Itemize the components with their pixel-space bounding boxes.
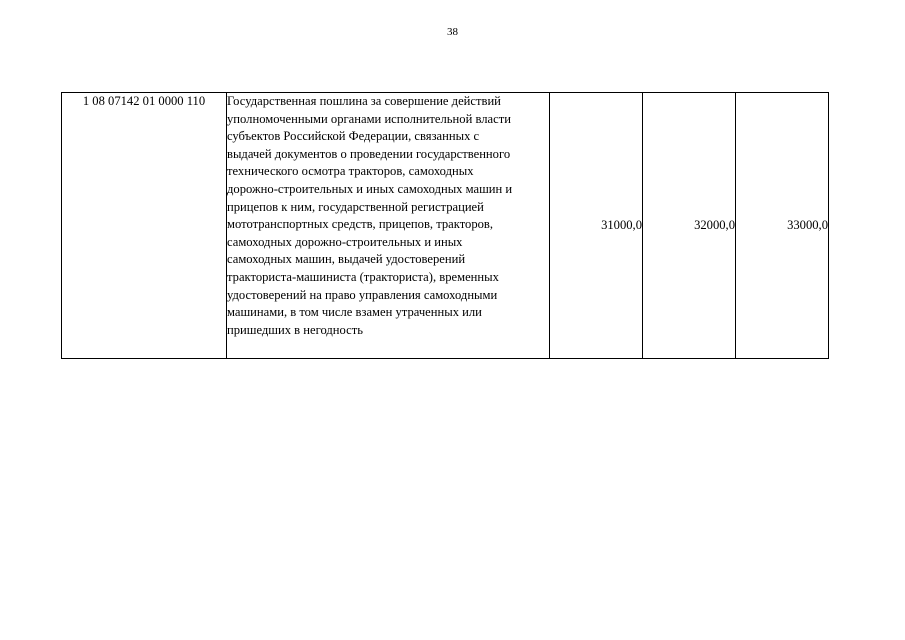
description-line: прицепов к ним, государственной регистрацией — [227, 199, 484, 214]
amount-cell-2: 32000,0 — [643, 93, 736, 359]
table-row — [62, 93, 829, 359]
description-line: выдачей документов о проведении государственного — [227, 146, 511, 161]
amount-cell-1: 31000,0 — [550, 93, 643, 359]
description-line: пришедших в негодность — [227, 322, 363, 337]
description-line: машинами, в том числе взамен утраченных или — [227, 305, 482, 320]
budget-classification-code: 1 08 07142 01 0000 110 — [62, 93, 227, 359]
income-description — [227, 93, 550, 359]
description-line: мототранспортных средств, прицепов, тракторов, — [227, 217, 494, 232]
description-line: удостоверений на право управления самоходными — [227, 287, 498, 302]
description-line: самоходных машин, выдачей удостоверений — [227, 252, 466, 267]
description-line: уполномоченными органами исполнительной власти — [227, 111, 511, 126]
description-line: технического осмотра тракторов, самоходных — [227, 164, 474, 179]
amount-cell-3: 33000,0 — [736, 93, 829, 359]
description-line: самоходных дорожно-строительных и иных — [227, 234, 463, 249]
description-line: тракториста-машиниста (тракториста), временных — [227, 269, 499, 284]
page-number: 38 — [447, 26, 458, 38]
budget-table — [61, 92, 829, 359]
description-line: субъектов Российской Федерации, связанных с — [227, 129, 480, 144]
description-line: дорожно-строительных и иных самоходных машин и — [227, 181, 513, 196]
description-line: Государственная пошлина за совершение действий — [227, 94, 501, 108]
